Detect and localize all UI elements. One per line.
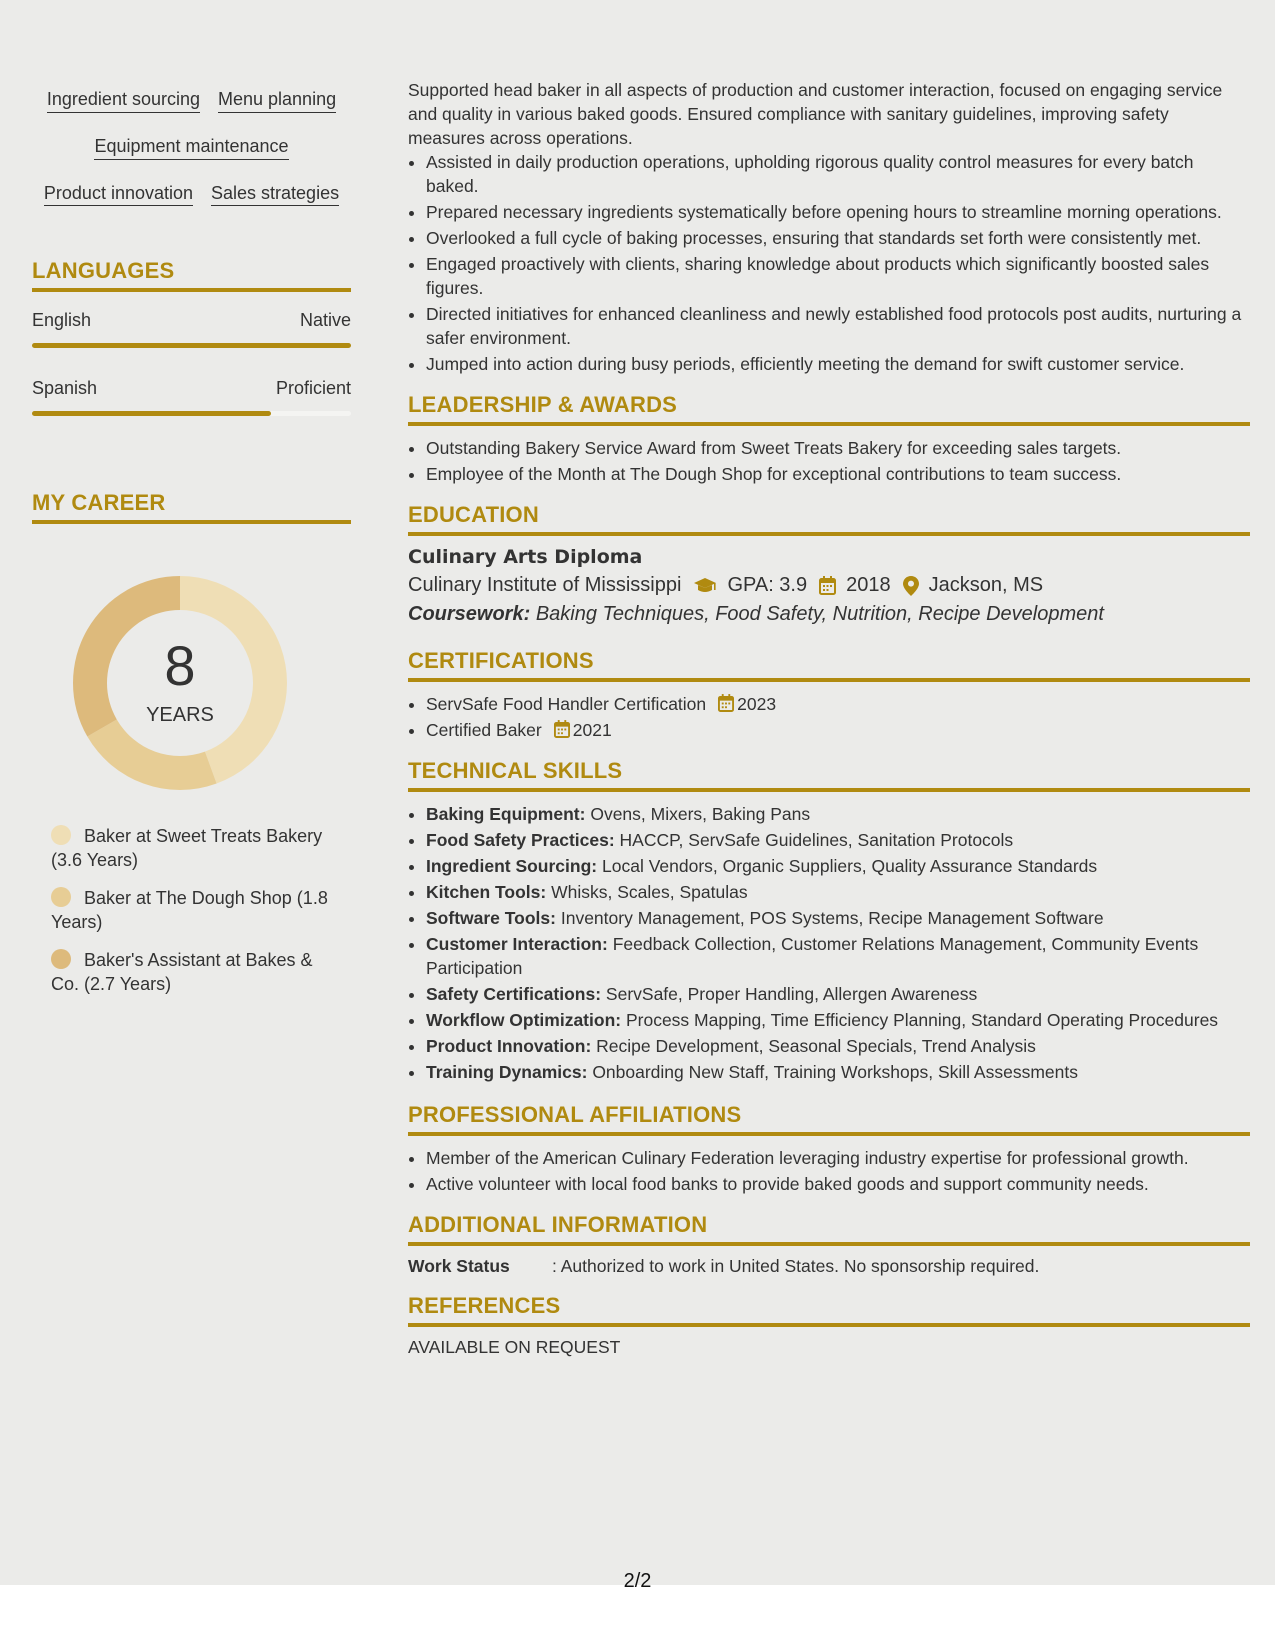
- technical-skill-item: [426, 828, 1250, 852]
- career-legend-label: Baker's Assistant at Bakes & Co. (2.7 Years): [51, 950, 313, 995]
- skill-values: ServSafe, Proper Handling, Allergen Awareness: [605, 984, 978, 1004]
- coursework-label: Coursework:: [408, 603, 531, 625]
- language-level-bar: [32, 343, 351, 348]
- career-title: MY CAREER: [32, 490, 351, 524]
- certification-year: 2023: [737, 694, 777, 714]
- skill-category: Ingredient Sourcing:: [426, 856, 598, 876]
- certification-year: 2021: [572, 720, 612, 740]
- affiliation-item: • Active volunteer with local food banks to provide baked goods and support community needs.: [426, 1172, 1250, 1196]
- career-section: [32, 490, 351, 996]
- languages-section: [32, 258, 351, 416]
- skill-values: Inventory Management, POS Systems, Recipe Management Software: [560, 908, 1104, 928]
- additional-info-section: [408, 1212, 1250, 1277]
- skill-tag: Menu planning: [218, 82, 336, 113]
- experience-bullet: • Assisted in daily production operations, upholding rigorous quality control measures for every batch baked.: [426, 150, 1250, 198]
- coursework-list: Baking Techniques, Food Safety, Nutrition, Recipe Development: [535, 603, 1104, 625]
- skill-values: Whisks, Scales, Spatulas: [551, 882, 748, 902]
- experience-bullets: [408, 150, 1250, 376]
- technical-skills-title: TECHNICAL SKILLS: [408, 758, 1250, 792]
- certification-name: Certified Baker: [426, 720, 542, 740]
- skill-category: Baking Equipment:: [426, 804, 586, 824]
- technical-skill-item: [426, 1008, 1250, 1032]
- page-number: 2/2: [623, 1570, 652, 1592]
- career-legend: [51, 824, 341, 996]
- language-level-fill: [32, 343, 351, 348]
- references-title: REFERENCES: [408, 1293, 1250, 1327]
- certifications-title: CERTIFICATIONS: [408, 648, 1250, 682]
- skill-tag: Ingredient sourcing: [47, 82, 200, 113]
- skill-category: Kitchen Tools:: [426, 882, 547, 902]
- skill-values: Feedback Collection, Customer Relations Management, Community Events Participation: [426, 934, 1199, 978]
- technical-skill-item: [426, 982, 1250, 1006]
- legend-dot: [51, 887, 71, 907]
- certification-item: [426, 692, 1250, 716]
- language-level-fill: [32, 411, 271, 416]
- skill-values: Onboarding New Staff, Training Workshops, Skill Assessments: [592, 1062, 1078, 1082]
- education-coursework: [408, 603, 1250, 626]
- work-status-row: [408, 1256, 1250, 1277]
- education-year: 2018: [846, 574, 891, 596]
- technical-skill-item: [426, 906, 1250, 930]
- language-level-bar: [32, 411, 351, 416]
- career-legend-label: Baker at The Dough Shop (1.8 Years): [51, 888, 328, 933]
- education-section: [408, 502, 1250, 626]
- technical-skill-item: [426, 1060, 1250, 1084]
- technical-skill-item: [426, 932, 1250, 980]
- map-pin-icon: [903, 576, 919, 596]
- career-donut-chart: [65, 568, 295, 798]
- technical-skill-item: [426, 1034, 1250, 1058]
- education-gpa: GPA: 3.9: [727, 574, 808, 596]
- education-details: [408, 574, 1250, 597]
- skills-tags: [32, 82, 351, 222]
- skill-tag: Product innovation: [44, 176, 193, 207]
- skill-tag: Equipment maintenance: [94, 129, 288, 160]
- award-item: • Employee of the Month at The Dough Shop for exceptional contributions to team success.: [426, 462, 1250, 486]
- calendar-icon: [718, 694, 734, 712]
- education-location: Jackson, MS: [928, 574, 1044, 596]
- skill-category: Training Dynamics:: [426, 1062, 588, 1082]
- references-text: AVAILABLE ON REQUEST: [408, 1337, 621, 1357]
- technical-skills-section: [408, 758, 1250, 1084]
- work-status-label: Work Status: [408, 1256, 510, 1276]
- career-total-years: 8: [164, 634, 196, 698]
- language-level: Proficient: [275, 378, 351, 399]
- skill-values: Local Vendors, Organic Suppliers, Quality Assurance Standards: [602, 856, 1098, 876]
- experience-bullet: • Directed initiatives for enhanced cleanliness and newly established food protocols post audits, nurturing a safer environment.: [426, 302, 1250, 350]
- career-legend-label: Baker at Sweet Treats Bakery (3.6 Years): [51, 826, 323, 871]
- skill-category: Food Safety Practices:: [426, 830, 615, 850]
- certification-name: ServSafe Food Handler Certification: [426, 694, 707, 714]
- experience-summary: Supported head baker in all aspects of production and customer interaction, focused on engaging service and quality in various baked goods. Ensured compliance with sanitary guidelines, improving safety measures across operations.: [408, 80, 1223, 148]
- language-item: [32, 310, 351, 348]
- affiliations-section: [408, 1102, 1250, 1196]
- award-item: • Outstanding Bakery Service Award from Sweet Treats Bakery for exceeding sales targets.: [426, 436, 1250, 460]
- skill-category: Software Tools:: [426, 908, 556, 928]
- skill-values: Ovens, Mixers, Baking Pans: [590, 804, 811, 824]
- skill-category: Customer Interaction:: [426, 934, 608, 954]
- technical-skill-item: [426, 802, 1250, 826]
- career-legend-item: [51, 948, 341, 996]
- experience-bullet: • Engaged proactively with clients, sharing knowledge about products which significantly boosted sales figures.: [426, 252, 1250, 300]
- skill-category: Workflow Optimization:: [426, 1010, 622, 1030]
- graduation-cap-icon: [693, 577, 717, 595]
- calendar-icon: [554, 720, 570, 738]
- skill-tag: Sales strategies: [211, 176, 339, 207]
- legend-dot: [51, 825, 71, 845]
- career-years-unit: YEARS: [146, 704, 214, 727]
- education-school: Culinary Institute of Mississippi: [408, 574, 682, 596]
- certifications-section: [408, 648, 1250, 742]
- calendar-icon: [819, 576, 836, 595]
- technical-skill-item: [426, 880, 1250, 904]
- career-legend-item: [51, 886, 341, 934]
- experience-bullet: • Prepared necessary ingredients systematically before opening hours to streamline morning operations.: [426, 200, 1250, 224]
- skill-category: Safety Certifications:: [426, 984, 602, 1004]
- skill-category: Product Innovation:: [426, 1036, 592, 1056]
- affiliations-title: PROFESSIONAL AFFILIATIONS: [408, 1102, 1250, 1136]
- skill-values: Recipe Development, Seasonal Specials, Trend Analysis: [596, 1036, 1036, 1056]
- language-item: [32, 378, 351, 416]
- languages-title: LANGUAGES: [32, 258, 351, 292]
- affiliation-item: • Member of the American Culinary Federation leveraging industry expertise for professional growth.: [426, 1146, 1250, 1170]
- left-column: [32, 82, 351, 1010]
- legend-dot: [51, 949, 71, 969]
- skill-values: HACCP, ServSafe Guidelines, Sanitation Protocols: [619, 830, 1014, 850]
- skill-values: Process Mapping, Time Efficiency Planning, Standard Operating Procedures: [625, 1010, 1219, 1030]
- education-title: EDUCATION: [408, 502, 1250, 536]
- language-name: Spanish: [32, 378, 98, 399]
- references-section: [408, 1293, 1250, 1358]
- language-level: Native: [299, 310, 351, 331]
- career-legend-item: [51, 824, 341, 872]
- leadership-title: LEADERSHIP & AWARDS: [408, 392, 1250, 426]
- work-status-value: : Authorized to work in United States. No sponsorship required.: [552, 1256, 1040, 1276]
- additional-info-title: ADDITIONAL INFORMATION: [408, 1212, 1250, 1246]
- experience-bullet: • Jumped into action during busy periods, efficiently meeting the demand for swift customer service.: [426, 352, 1250, 376]
- language-name: English: [32, 310, 92, 331]
- technical-skill-item: [426, 854, 1250, 878]
- right-column: [408, 78, 1250, 1358]
- education-degree: Culinary Arts Diploma: [408, 546, 643, 568]
- leadership-section: [408, 392, 1250, 486]
- experience-bullet: • Overlooked a full cycle of baking processes, ensuring that standards set forth were consistently met.: [426, 226, 1250, 250]
- certification-item: [426, 718, 1250, 742]
